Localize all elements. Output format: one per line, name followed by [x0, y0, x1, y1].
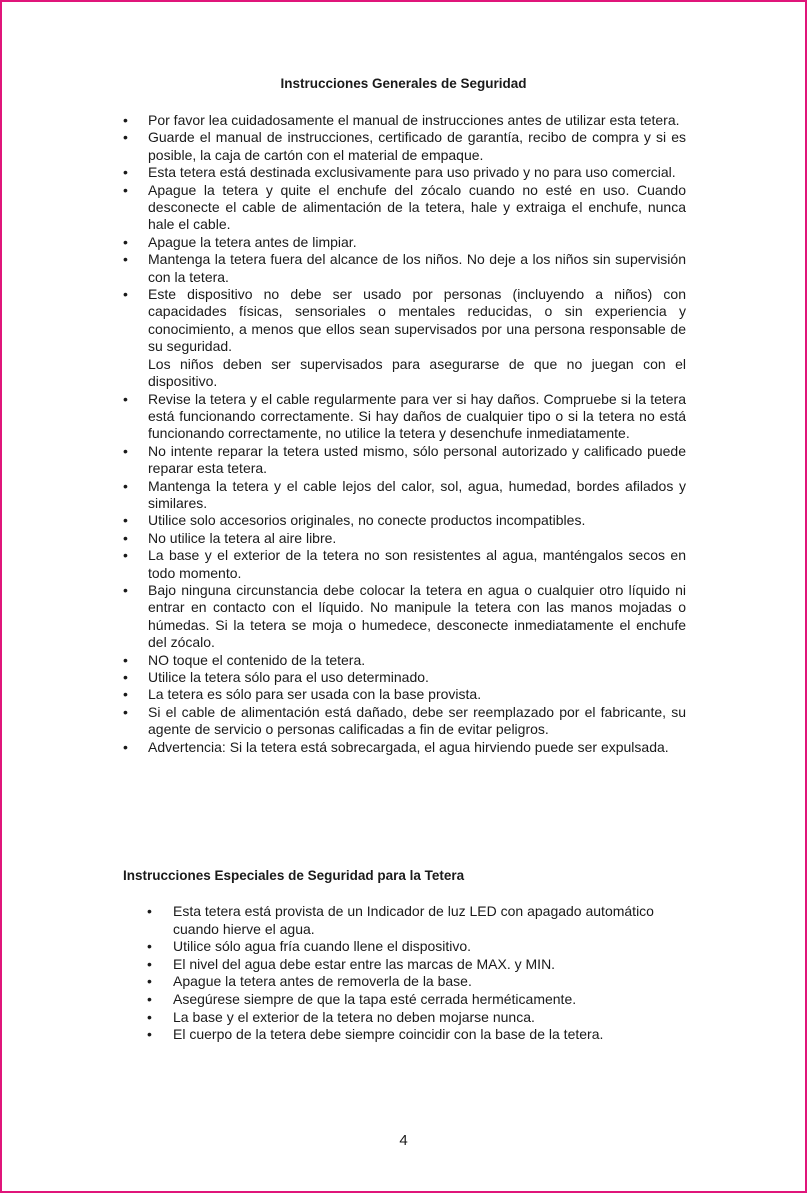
list-item: • Bajo ninguna circunstancia debe colocar la tetera en agua o cualquier otro líquido ni entrar en contacto con el líquido. No manipule la tetera con las manos mojadas o húmedas. Si la tetera se moja o humedece, desconecte inmediatamente el enchufe del zócalo. — [123, 582, 686, 652]
list-item: • Utilice sólo agua fría cuando llene el dispositivo. — [147, 938, 692, 956]
list-item: • No utilice la tetera al aire libre. — [123, 530, 686, 547]
list-item: • La base y el exterior de la tetera no son resistentes al agua, manténgalos secos en todo momento. — [123, 547, 686, 582]
list-item: • Asegúrese siempre de que la tapa esté cerrada herméticamente. — [147, 991, 692, 1009]
list-item-extra: Los niños deben ser supervisados para asegurarse de que no juegan con el dispositivo. — [148, 355, 686, 390]
list-item: • Guarde el manual de instrucciones, certificado de garantía, recibo de compra y si es posible, la caja de cartón con el material de empaque. — [123, 129, 686, 164]
list-item: • El nivel del agua debe estar entre las marcas de MAX. y MIN. — [147, 956, 692, 974]
list-item: • El cuerpo de la tetera debe siempre coincidir con la base de la tetera. — [147, 1026, 692, 1044]
list-item: • Apague la tetera y quite el enchufe del zócalo cuando no esté en uso. Cuando desconecte el cable de alimentación de la tetera, hale y extraiga el enchufe, nunca hale el cable. — [123, 182, 686, 234]
special-safety-list — [147, 903, 692, 1044]
list-item: • Mantenga la tetera y el cable lejos del calor, sol, agua, humedad, bordes afilados y similares. — [123, 478, 686, 513]
general-safety-title: Instrucciones Generales de Seguridad — [280, 76, 527, 91]
list-item: • Apague la tetera antes de removerla de la base. — [147, 973, 692, 991]
list-item: • Utilice solo accesorios originales, no conecte productos incompatibles. — [123, 512, 686, 529]
page-number: 4 — [399, 1132, 408, 1149]
list-item: • Si el cable de alimentación está dañado, debe ser reemplazado por el fabricante, su agente de servicio o personas calificadas a fin de evitar peligros. — [123, 704, 686, 739]
list-item: • NO toque el contenido de la tetera. — [123, 652, 686, 669]
list-item: • Esta tetera está destinada exclusivamente para uso privado y no para uso comercial. — [123, 164, 686, 181]
list-item: • Mantenga la tetera fuera del alcance de los niños. No deje a los niños sin supervisión con la tetera. — [123, 251, 686, 286]
list-item: • Revise la tetera y el cable regularmente para ver si hay daños. Compruebe si la tetera está funcionando correctamente. Si hay daños de cualquier tipo o si la tetera no está funcionando correctamente, no utilice la tetera y desenchufe inmediatamente. — [123, 391, 686, 443]
list-item: • Por favor lea cuidadosamente el manual de instrucciones antes de utilizar esta tetera. — [123, 112, 686, 129]
list-item: • Esta tetera está provista de un Indicador de luz LED con apagado automático cuando hierve el agua. — [147, 903, 692, 938]
list-item: • La base y el exterior de la tetera no deben mojarse nunca. — [147, 1009, 692, 1027]
list-item — [123, 286, 686, 390]
list-item-text: Este dispositivo no debe ser usado por personas (incluyendo a niños) con capacidades físicas, sensoriales o mentales reducidas, o sin experiencia y conocimiento, a menos que ellos sean supervisados por una persona responsable de su seguridad. — [148, 286, 686, 355]
list-item: • No intente reparar la tetera usted mismo, sólo personal autorizado y calificado puede reparar esta tetera. — [123, 443, 686, 478]
list-item: • La tetera es sólo para ser usada con la base provista. — [123, 686, 686, 703]
special-safety-title: Instrucciones Especiales de Seguridad para la Tetera — [123, 868, 465, 883]
list-item: • Apague la tetera antes de limpiar. — [123, 234, 686, 251]
list-item: • Advertencia: Si la tetera está sobrecargada, el agua hirviendo puede ser expulsada. — [123, 739, 686, 756]
list-item: • Utilice la tetera sólo para el uso determinado. — [123, 669, 686, 686]
general-safety-list — [123, 112, 686, 756]
